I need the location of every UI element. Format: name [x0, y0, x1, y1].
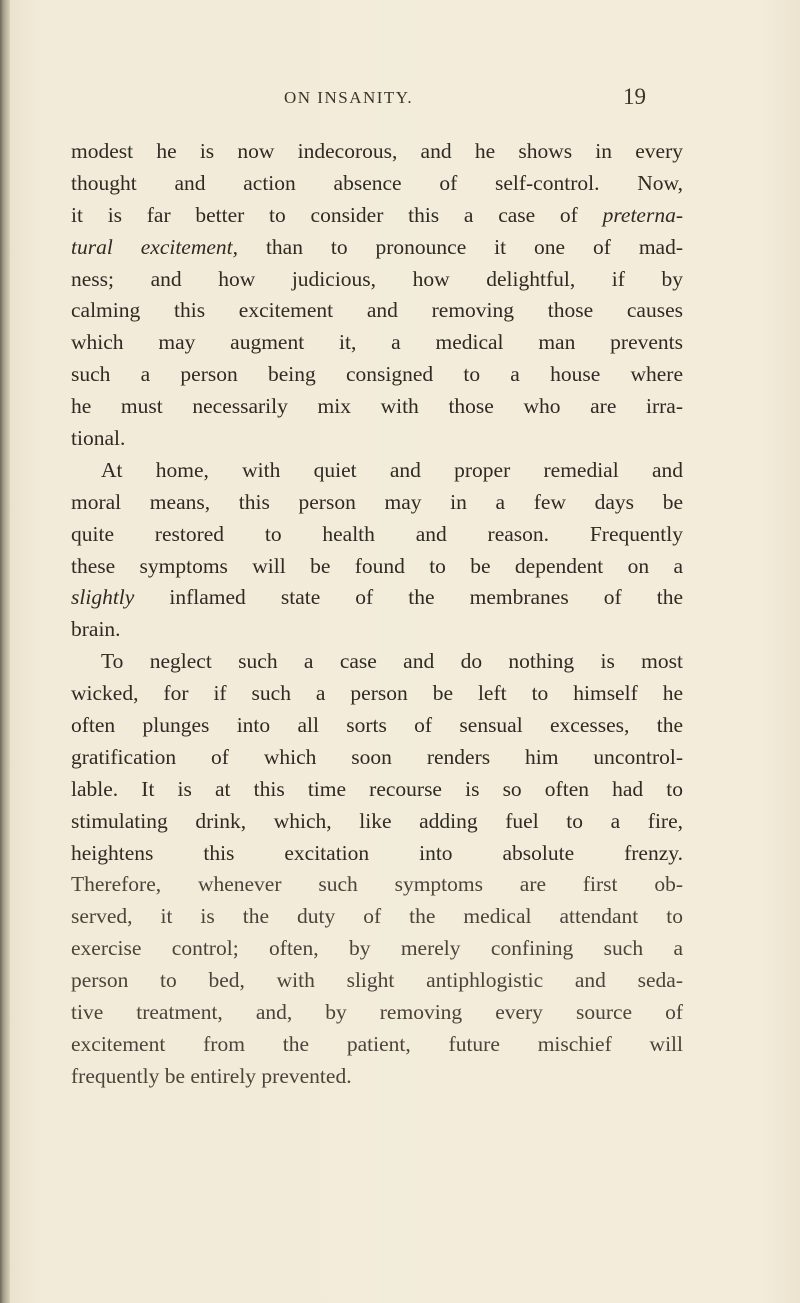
running-head-title: ON INSANITY.	[284, 88, 414, 107]
text-line: tural excitement, than to pronounce it one of mad-	[71, 234, 683, 259]
text-line: To neglect such a case and do nothing is most	[101, 649, 683, 674]
text-line: Therefore, whenever such symptoms are first ob-	[71, 872, 683, 897]
body-text	[71, 136, 683, 1093]
italic-phrase: slightly	[71, 585, 135, 610]
page-number: 19	[623, 84, 646, 109]
text-line: he must necessarily mix with those who are irra-	[71, 394, 683, 419]
text-line: often plunges into all sorts of sensual excesses, the	[71, 713, 683, 738]
text-line: brain.	[71, 617, 121, 642]
italic-phrase: preterna-	[602, 202, 683, 227]
text-line: these symptoms will be found to be dependent on a	[71, 553, 683, 578]
text-line: moral means, this person may in a few days be	[71, 489, 683, 514]
binding-edge	[0, 0, 10, 1303]
text-line: excitement from the patient, future mischief will	[71, 1031, 683, 1056]
text-line: it is far better to consider this a case of preterna-	[71, 202, 683, 227]
text-line: served, it is the duty of the medical attendant to	[71, 904, 683, 929]
text-line: person to bed, with slight antiphlogistic and seda-	[71, 968, 683, 993]
text-line: quite restored to health and reason. Frequently	[71, 521, 683, 546]
italic-phrase: tural excitement,	[71, 234, 239, 259]
text-line: wicked, for if such a person be left to himself he	[71, 681, 683, 706]
text-line: modest he is now indecorous, and he shows in every	[71, 139, 683, 163]
text-line: calming this excitement and removing those causes	[71, 298, 683, 323]
text-line: heightens this excitation into absolute frenzy.	[71, 840, 683, 865]
text-line: gratification of which soon renders him uncontrol-	[71, 744, 683, 769]
text-line: tive treatment, and, by removing every source of	[71, 1000, 683, 1025]
text-line: such a person being consigned to a house where	[71, 362, 683, 387]
text-line: frequently be entirely prevented.	[71, 1063, 352, 1088]
text-line: stimulating drink, which, like adding fuel to a fire,	[71, 808, 683, 833]
text-line: which may augment it, a medical man prevents	[71, 330, 683, 355]
text-line: slightly inflamed state of the membranes of the	[71, 585, 683, 610]
text-line: At home, with quiet and proper remedial and	[101, 457, 683, 482]
text-line: tional.	[71, 426, 126, 451]
running-head	[268, 84, 678, 118]
text-line: lable. It is at this time recourse is so often had to	[71, 776, 683, 801]
text-line: thought and action absence of self-control. Now,	[71, 170, 683, 195]
text-line: exercise control; often, by merely confining such a	[71, 936, 683, 961]
text-line: ness; and how judicious, how delightful, if by	[71, 266, 683, 291]
